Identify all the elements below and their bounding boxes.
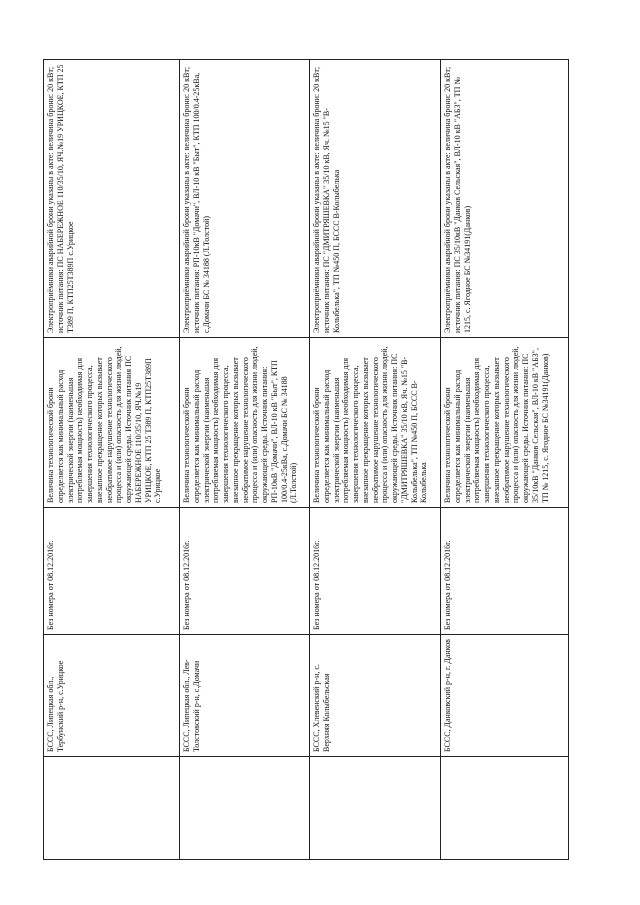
location-cell: БССС, Липецкая обл., Тербунский р-н, с.Урицкое — [44, 635, 180, 757]
act-number-cell: Без номера от 08.12.2016г. — [310, 508, 441, 635]
tech-reserve-cell: Величина технологической брони определяется как минимальный расход электрической энергии (наименьшая потребляемая мощность) необходимая для завершения технологического процесса, внезапное прекращение которых вызывает необратимое нарушение технологического процесса и (или) опасность для жизни людей, окружающей среды. Источник питания: ПС 35/10кВ "Данков Сельская", ВЛ-10 кВ "АБЗ", ТП № 1215, с. Ягодное БС №34191(Данков) — [441, 338, 569, 508]
empty-cell — [441, 757, 569, 860]
location-cell: БССС, Липецкая обл., Лев-Толстовский р-н, с.Домачи — [180, 635, 310, 757]
equipment-table — [43, 59, 569, 860]
empty-cell — [44, 757, 180, 860]
table-row — [310, 60, 441, 860]
table-row — [441, 60, 569, 860]
table-row — [44, 60, 180, 860]
emergency-reserve-cell: Электроприёмники аварийной брони указаны в акте: величина брони: 20 кВт; источник питания: РП-10кВ "Домачи", ВЛ-10 кВ "Быт", КТП 100/0.4-25кВа, с.Домачи БС № 34188 (Л.Толстой) — [180, 60, 310, 338]
table-row — [180, 60, 310, 860]
emergency-reserve-cell: Электроприёмники аварийной брони указаны в акте: величина брони: 20 кВт; источник питания: ПС "ДМИТРЯШЕВКА" 35/10 кВ, Яч. №15 "В-Колыбелька", ТП №450 П, БССС В-Колыбелька — [310, 60, 441, 338]
empty-cell — [180, 757, 310, 860]
tech-reserve-cell: Величина технологической брони определяется как минимальный расход электрической энергии (наименьшая потребляемая мощность) необходимая для завершения технологического процесса, внезапное прекращение которых вызывает необратимое нарушение технологического процесса и (или) опасность для жизни людей, окружающей среды. Источник питания ПС НАБЕРЕЖНОЕ 110/35/10, ЯЧ.№19 УРИЦКОЕ, КТП 25 Т389 П, КТП25Т389П с.Урицкое — [44, 338, 180, 508]
location-cell: БССС, Данковский р-н, г. Данков — [441, 635, 569, 757]
emergency-reserve-cell: Электроприёмники аварийной брони указаны в акте: величина брони: 20 кВт; источник питания: ПС НАБЕРЕЖНОЕ 110/35/10, ЯЧ.№19 УРИЦКОЕ, КТП 25 Т389 П, КТП25Т389П с.Урицкое — [44, 60, 180, 338]
tech-reserve-cell: Величина технологической брони определяется как минимальный расход электрической энергии (наименьшая потребляемая мощность) необходимая для завершения технологического процесса, внезапное прекращение которых вызывает необратимое нарушение технологического процесса и (или) опасность для жизни людей, окружающей среды. Источник питания: ПС "ДМИТРЯШЕВКА" 35/10 кВ, Яч. №15 "В-Колыбелька", ТП №450 П, БССС В-Колыбелька — [310, 338, 441, 508]
emergency-reserve-cell: Электроприёмники аварийной брони указаны в акте: величина брони: 20 кВт; источник питания: ПС 35/10кВ "Данков Сельская", ВЛ-10 кВ "АБЗ", ТП № 1215, с. Ягодное БС №34191(Данков) — [441, 60, 569, 338]
location-cell: БССС, Хлевенский р-н, с. Верхняя Колыбельская — [310, 635, 441, 757]
act-number-cell: Без номера от 08.12.2016г. — [441, 508, 569, 635]
tech-reserve-cell: Величина технологической брони определяется как минимальный расход электрической энергии (наименьшая потребляемая мощность) необходимая для завершения технологического процесса, внезапное прекращение которых вызывает необратимое нарушение технологического процесса и (или) опасность для жизни людей, окружающей среды. Источник питания: РП-10кВ "Домачи", ВЛ-10 кВ "Быт", КТП 100/0.4-25кВа, с.Домачи БС № 34188 (Л.Толстой) — [180, 338, 310, 508]
act-number-cell: Без номера от 08.12.2016г. — [180, 508, 310, 635]
rotated-page — [43, 60, 568, 860]
act-number-cell: Без номера от 08.12.2016г. — [44, 508, 180, 635]
empty-cell — [310, 757, 441, 860]
